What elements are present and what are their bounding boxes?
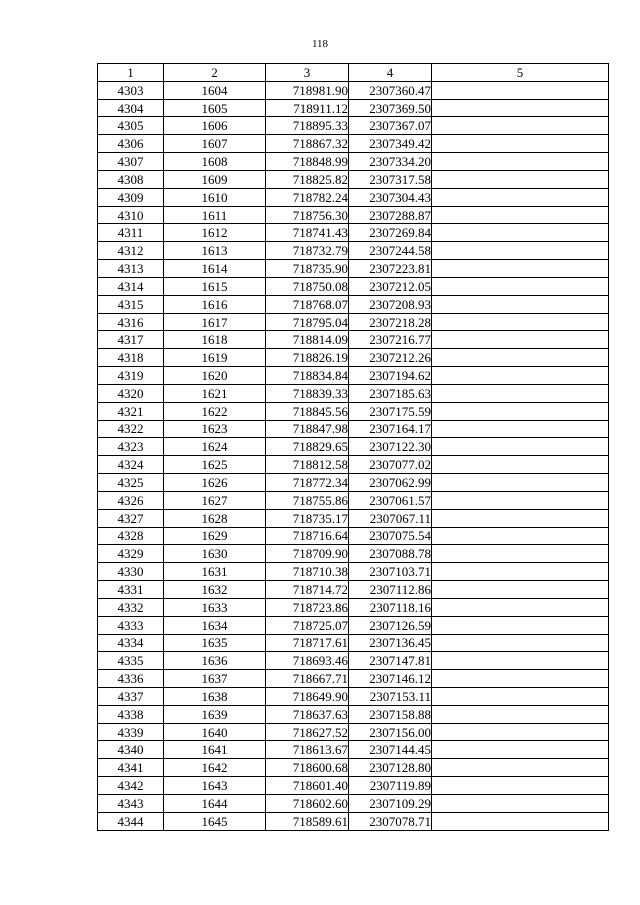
cell-point-number: 4325 [98, 474, 164, 492]
cell-x-coordinate: 718845.56 [266, 402, 349, 420]
cell-vertex-number: 1629 [164, 527, 266, 545]
cell-note [432, 313, 609, 331]
cell-y-coordinate: 2307088.78 [349, 545, 432, 563]
cell-y-coordinate: 2307126.59 [349, 616, 432, 634]
cell-y-coordinate: 2307369.50 [349, 99, 432, 117]
cell-note [432, 545, 609, 563]
cell-note [432, 420, 609, 438]
cell-y-coordinate: 2307136.45 [349, 634, 432, 652]
cell-x-coordinate: 718627.52 [266, 723, 349, 741]
cell-point-number: 4310 [98, 206, 164, 224]
cell-note [432, 474, 609, 492]
cell-point-number: 4311 [98, 224, 164, 242]
cell-x-coordinate: 718613.67 [266, 741, 349, 759]
cell-vertex-number: 1623 [164, 420, 266, 438]
cell-x-coordinate: 718600.68 [266, 759, 349, 777]
cell-vertex-number: 1605 [164, 99, 266, 117]
table-row [98, 260, 609, 278]
cell-x-coordinate: 718847.98 [266, 420, 349, 438]
cell-x-coordinate: 718825.82 [266, 170, 349, 188]
cell-vertex-number: 1610 [164, 188, 266, 206]
cell-x-coordinate: 718750.08 [266, 277, 349, 295]
table-row [98, 456, 609, 474]
cell-point-number: 4342 [98, 777, 164, 795]
table-row [98, 491, 609, 509]
cell-point-number: 4333 [98, 616, 164, 634]
table-row [98, 420, 609, 438]
cell-point-number: 4319 [98, 367, 164, 385]
table-row [98, 687, 609, 705]
cell-vertex-number: 1628 [164, 509, 266, 527]
cell-y-coordinate: 2307146.12 [349, 670, 432, 688]
cell-x-coordinate: 718601.40 [266, 777, 349, 795]
cell-y-coordinate: 2307077.02 [349, 456, 432, 474]
cell-y-coordinate: 2307218.28 [349, 313, 432, 331]
cell-x-coordinate: 718735.17 [266, 509, 349, 527]
cell-y-coordinate: 2307223.81 [349, 260, 432, 278]
cell-point-number: 4312 [98, 242, 164, 260]
cell-note [432, 367, 609, 385]
cell-x-coordinate: 718867.32 [266, 135, 349, 153]
table-row [98, 634, 609, 652]
cell-point-number: 4326 [98, 491, 164, 509]
table-row [98, 598, 609, 616]
cell-point-number: 4308 [98, 170, 164, 188]
cell-x-coordinate: 718602.60 [266, 794, 349, 812]
cell-point-number: 4328 [98, 527, 164, 545]
table-row [98, 242, 609, 260]
cell-point-number: 4331 [98, 581, 164, 599]
cell-note [432, 331, 609, 349]
cell-point-number: 4314 [98, 277, 164, 295]
table-row [98, 794, 609, 812]
column-header-4: 4 [349, 64, 432, 82]
cell-point-number: 4320 [98, 384, 164, 402]
cell-vertex-number: 1627 [164, 491, 266, 509]
cell-vertex-number: 1604 [164, 81, 266, 99]
cell-note [432, 794, 609, 812]
cell-y-coordinate: 2307078.71 [349, 812, 432, 830]
cell-x-coordinate: 718716.64 [266, 527, 349, 545]
cell-y-coordinate: 2307128.80 [349, 759, 432, 777]
cell-note [432, 634, 609, 652]
cell-point-number: 4306 [98, 135, 164, 153]
cell-note [432, 438, 609, 456]
cell-vertex-number: 1636 [164, 652, 266, 670]
cell-y-coordinate: 2307062.99 [349, 474, 432, 492]
cell-point-number: 4344 [98, 812, 164, 830]
cell-point-number: 4315 [98, 295, 164, 313]
cell-note [432, 616, 609, 634]
cell-point-number: 4321 [98, 402, 164, 420]
cell-note [432, 81, 609, 99]
cell-x-coordinate: 718814.09 [266, 331, 349, 349]
cell-y-coordinate: 2307119.89 [349, 777, 432, 795]
cell-y-coordinate: 2307194.62 [349, 367, 432, 385]
cell-note [432, 456, 609, 474]
cell-vertex-number: 1611 [164, 206, 266, 224]
cell-y-coordinate: 2307103.71 [349, 563, 432, 581]
table-row [98, 581, 609, 599]
table-row [98, 670, 609, 688]
table-row [98, 438, 609, 456]
cell-vertex-number: 1643 [164, 777, 266, 795]
cell-vertex-number: 1644 [164, 794, 266, 812]
cell-x-coordinate: 718667.71 [266, 670, 349, 688]
cell-x-coordinate: 718710.38 [266, 563, 349, 581]
cell-point-number: 4324 [98, 456, 164, 474]
cell-point-number: 4343 [98, 794, 164, 812]
table-row [98, 723, 609, 741]
cell-y-coordinate: 2307367.07 [349, 117, 432, 135]
table-row [98, 367, 609, 385]
cell-y-coordinate: 2307112.86 [349, 581, 432, 599]
cell-point-number: 4336 [98, 670, 164, 688]
cell-vertex-number: 1609 [164, 170, 266, 188]
cell-note [432, 349, 609, 367]
table-row [98, 759, 609, 777]
table-row [98, 616, 609, 634]
cell-note [432, 652, 609, 670]
cell-note [432, 206, 609, 224]
table-row [98, 527, 609, 545]
cell-vertex-number: 1625 [164, 456, 266, 474]
cell-vertex-number: 1639 [164, 705, 266, 723]
cell-point-number: 4304 [98, 99, 164, 117]
cell-y-coordinate: 2307075.54 [349, 527, 432, 545]
table-row [98, 402, 609, 420]
cell-point-number: 4322 [98, 420, 164, 438]
table-row [98, 81, 609, 99]
cell-x-coordinate: 718755.86 [266, 491, 349, 509]
cell-vertex-number: 1633 [164, 598, 266, 616]
cell-note [432, 135, 609, 153]
cell-vertex-number: 1622 [164, 402, 266, 420]
cell-vertex-number: 1624 [164, 438, 266, 456]
cell-vertex-number: 1631 [164, 563, 266, 581]
cell-note [432, 812, 609, 830]
cell-point-number: 4316 [98, 313, 164, 331]
cell-x-coordinate: 718981.90 [266, 81, 349, 99]
cell-y-coordinate: 2307118.16 [349, 598, 432, 616]
cell-x-coordinate: 718756.30 [266, 206, 349, 224]
cell-x-coordinate: 718795.04 [266, 313, 349, 331]
cell-x-coordinate: 718732.79 [266, 242, 349, 260]
cell-vertex-number: 1642 [164, 759, 266, 777]
cell-note [432, 188, 609, 206]
cell-note [432, 384, 609, 402]
table-row [98, 99, 609, 117]
table-body [98, 64, 609, 831]
cell-note [432, 491, 609, 509]
cell-y-coordinate: 2307244.58 [349, 242, 432, 260]
cell-y-coordinate: 2307334.20 [349, 153, 432, 171]
cell-note [432, 242, 609, 260]
cell-point-number: 4307 [98, 153, 164, 171]
cell-point-number: 4335 [98, 652, 164, 670]
cell-y-coordinate: 2307360.47 [349, 81, 432, 99]
table-row [98, 313, 609, 331]
cell-x-coordinate: 718589.61 [266, 812, 349, 830]
cell-y-coordinate: 2307288.87 [349, 206, 432, 224]
table-row [98, 652, 609, 670]
cell-point-number: 4338 [98, 705, 164, 723]
cell-point-number: 4313 [98, 260, 164, 278]
cell-note [432, 705, 609, 723]
cell-vertex-number: 1640 [164, 723, 266, 741]
cell-vertex-number: 1630 [164, 545, 266, 563]
cell-x-coordinate: 718826.19 [266, 349, 349, 367]
cell-vertex-number: 1619 [164, 349, 266, 367]
cell-vertex-number: 1632 [164, 581, 266, 599]
cell-vertex-number: 1618 [164, 331, 266, 349]
cell-note [432, 99, 609, 117]
cell-vertex-number: 1621 [164, 384, 266, 402]
cell-x-coordinate: 718812.58 [266, 456, 349, 474]
cell-note [432, 224, 609, 242]
column-header-2: 2 [164, 64, 266, 82]
cell-y-coordinate: 2307269.84 [349, 224, 432, 242]
cell-vertex-number: 1637 [164, 670, 266, 688]
cell-y-coordinate: 2307158.88 [349, 705, 432, 723]
cell-y-coordinate: 2307208.93 [349, 295, 432, 313]
cell-point-number: 4329 [98, 545, 164, 563]
table-row [98, 153, 609, 171]
cell-note [432, 295, 609, 313]
cell-point-number: 4318 [98, 349, 164, 367]
table-row [98, 545, 609, 563]
table-row [98, 206, 609, 224]
cell-point-number: 4332 [98, 598, 164, 616]
cell-note [432, 723, 609, 741]
page-number: 118 [311, 38, 329, 50]
table-row [98, 705, 609, 723]
table-row [98, 563, 609, 581]
cell-vertex-number: 1634 [164, 616, 266, 634]
cell-y-coordinate: 2307147.81 [349, 652, 432, 670]
cell-y-coordinate: 2307304.43 [349, 188, 432, 206]
cell-y-coordinate: 2307212.26 [349, 349, 432, 367]
cell-x-coordinate: 718723.86 [266, 598, 349, 616]
cell-point-number: 4327 [98, 509, 164, 527]
cell-y-coordinate: 2307164.17 [349, 420, 432, 438]
cell-point-number: 4323 [98, 438, 164, 456]
column-header-5: 5 [432, 64, 609, 82]
cell-note [432, 741, 609, 759]
cell-y-coordinate: 2307185.63 [349, 384, 432, 402]
table-row [98, 384, 609, 402]
header-row [98, 64, 609, 82]
cell-x-coordinate: 718637.63 [266, 705, 349, 723]
cell-point-number: 4330 [98, 563, 164, 581]
cell-y-coordinate: 2307109.29 [349, 794, 432, 812]
table-row [98, 812, 609, 830]
cell-vertex-number: 1608 [164, 153, 266, 171]
cell-x-coordinate: 718768.07 [266, 295, 349, 313]
cell-y-coordinate: 2307122.30 [349, 438, 432, 456]
cell-x-coordinate: 718693.46 [266, 652, 349, 670]
cell-note [432, 402, 609, 420]
cell-point-number: 4341 [98, 759, 164, 777]
cell-note [432, 117, 609, 135]
cell-note [432, 687, 609, 705]
cell-note [432, 170, 609, 188]
cell-point-number: 4305 [98, 117, 164, 135]
cell-x-coordinate: 718714.72 [266, 581, 349, 599]
cell-note [432, 670, 609, 688]
cell-note [432, 277, 609, 295]
cell-vertex-number: 1626 [164, 474, 266, 492]
cell-note [432, 260, 609, 278]
cell-x-coordinate: 718649.90 [266, 687, 349, 705]
table-row [98, 777, 609, 795]
cell-note [432, 777, 609, 795]
table-row [98, 170, 609, 188]
cell-x-coordinate: 718911.12 [266, 99, 349, 117]
cell-note [432, 581, 609, 599]
cell-vertex-number: 1617 [164, 313, 266, 331]
cell-vertex-number: 1606 [164, 117, 266, 135]
cell-note [432, 759, 609, 777]
cell-note [432, 509, 609, 527]
column-header-3: 3 [266, 64, 349, 82]
cell-y-coordinate: 2307061.57 [349, 491, 432, 509]
cell-y-coordinate: 2307153.11 [349, 687, 432, 705]
coordinates-table [97, 63, 609, 831]
cell-note [432, 527, 609, 545]
table-row [98, 135, 609, 153]
cell-x-coordinate: 718839.33 [266, 384, 349, 402]
cell-note [432, 598, 609, 616]
table-row [98, 741, 609, 759]
cell-point-number: 4309 [98, 188, 164, 206]
cell-y-coordinate: 2307144.45 [349, 741, 432, 759]
cell-vertex-number: 1616 [164, 295, 266, 313]
cell-y-coordinate: 2307175.59 [349, 402, 432, 420]
cell-x-coordinate: 718772.34 [266, 474, 349, 492]
cell-x-coordinate: 718829.65 [266, 438, 349, 456]
cell-vertex-number: 1620 [164, 367, 266, 385]
cell-x-coordinate: 718782.24 [266, 188, 349, 206]
table-row [98, 117, 609, 135]
cell-point-number: 4339 [98, 723, 164, 741]
cell-x-coordinate: 718834.84 [266, 367, 349, 385]
table-row [98, 349, 609, 367]
table-row [98, 331, 609, 349]
table-row [98, 277, 609, 295]
cell-y-coordinate: 2307317.58 [349, 170, 432, 188]
cell-vertex-number: 1612 [164, 224, 266, 242]
cell-y-coordinate: 2307349.42 [349, 135, 432, 153]
cell-x-coordinate: 718725.07 [266, 616, 349, 634]
cell-point-number: 4317 [98, 331, 164, 349]
cell-vertex-number: 1641 [164, 741, 266, 759]
cell-y-coordinate: 2307212.05 [349, 277, 432, 295]
cell-x-coordinate: 718717.61 [266, 634, 349, 652]
cell-point-number: 4337 [98, 687, 164, 705]
table-row [98, 509, 609, 527]
cell-vertex-number: 1615 [164, 277, 266, 295]
cell-y-coordinate: 2307216.77 [349, 331, 432, 349]
cell-point-number: 4334 [98, 634, 164, 652]
cell-x-coordinate: 718709.90 [266, 545, 349, 563]
cell-y-coordinate: 2307156.00 [349, 723, 432, 741]
cell-vertex-number: 1614 [164, 260, 266, 278]
cell-y-coordinate: 2307067.11 [349, 509, 432, 527]
cell-vertex-number: 1613 [164, 242, 266, 260]
table-row [98, 295, 609, 313]
cell-x-coordinate: 718895.33 [266, 117, 349, 135]
cell-vertex-number: 1645 [164, 812, 266, 830]
table-row [98, 224, 609, 242]
cell-x-coordinate: 718848.99 [266, 153, 349, 171]
column-header-1: 1 [98, 64, 164, 82]
cell-vertex-number: 1607 [164, 135, 266, 153]
cell-point-number: 4340 [98, 741, 164, 759]
cell-vertex-number: 1635 [164, 634, 266, 652]
cell-x-coordinate: 718735.90 [266, 260, 349, 278]
cell-vertex-number: 1638 [164, 687, 266, 705]
table-row [98, 474, 609, 492]
cell-point-number: 4303 [98, 81, 164, 99]
cell-note [432, 153, 609, 171]
cell-note [432, 563, 609, 581]
table-row [98, 188, 609, 206]
cell-x-coordinate: 718741.43 [266, 224, 349, 242]
